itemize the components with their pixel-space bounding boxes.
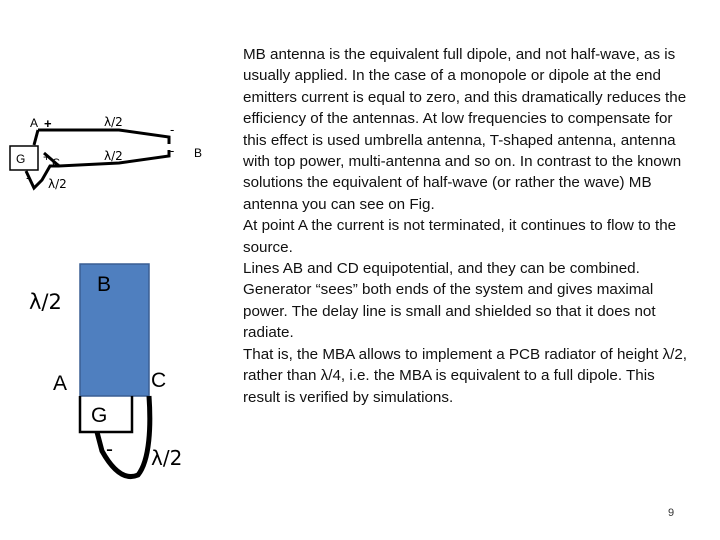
lambda-upper: λ/2 xyxy=(104,115,123,129)
minus-right-lower: - xyxy=(170,143,175,158)
minus-g: - xyxy=(26,170,31,185)
label-a: A xyxy=(53,372,68,395)
lambda-bottom: λ/2 xyxy=(151,446,183,470)
dipole-schematic-figure xyxy=(4,100,219,210)
lambda-middle: λ/2 xyxy=(104,149,123,163)
mb-antenna-figure xyxy=(20,255,210,485)
minus-right-upper: - xyxy=(170,122,175,137)
label-b: B xyxy=(97,273,112,296)
page-number: 9 xyxy=(668,507,675,519)
plus-a: + xyxy=(44,116,52,131)
minus-sign: - xyxy=(106,438,113,461)
upper-arm-wire xyxy=(38,130,169,144)
body-text xyxy=(243,44,693,408)
plus-c: + xyxy=(43,150,51,164)
paragraph: Lines AB and CD equipotential, and they can be combined. Generator “sees” both ends of the system and gives maximal power. The delay line is small and shielded so that it does not radiate. xyxy=(243,260,656,342)
label-c: C xyxy=(52,157,60,169)
paragraph: That is, the MBA allows to implement a PCB radiator of height λ/2, rather than λ/4, i.e. the MBA is equivalent to a full dipole. This result is verified by simulations. xyxy=(243,345,688,406)
lambda-left: λ/2 xyxy=(29,290,62,314)
label-g: G xyxy=(91,404,108,427)
lambda-lower: λ/2 xyxy=(48,177,67,191)
label-b: B xyxy=(194,146,203,160)
paragraph: MB antenna is the equivalent full dipole, and not half-wave, as is usually applied. In the case of a monopole or dipole at the end emitters current is equal to zero, and this dramatically reduces the efficiency of the antennas. At low frequencies to compensate for this effect is used umbrella antenna, T-shaped antenna, antenna with top power, multi-antenna and so on. In contrast to the known solutions the equivalent of half-wave (or rather the wave) MB antenna you can see on Fig. xyxy=(243,46,687,213)
paragraph: At point A the current is not terminated, it continues to flow to the source. xyxy=(243,217,677,256)
label-a: A xyxy=(30,116,39,130)
label-c: C xyxy=(151,369,167,392)
label-g: G xyxy=(16,152,26,166)
radiator-plate xyxy=(80,264,149,396)
